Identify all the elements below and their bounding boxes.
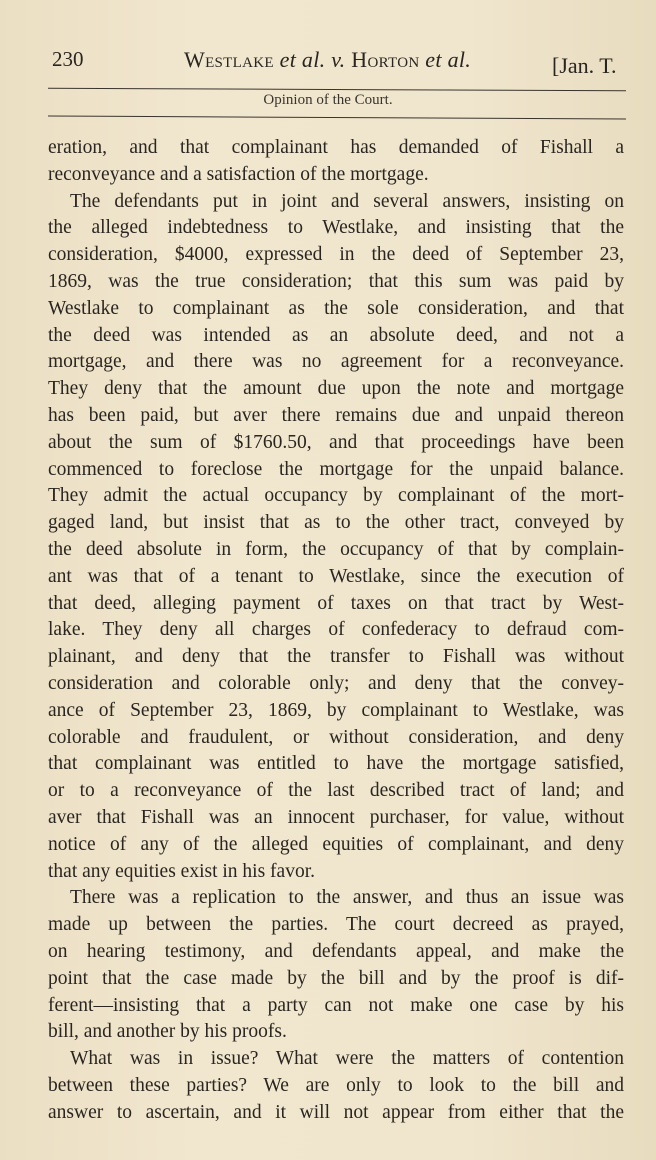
et-al: et al. bbox=[279, 47, 326, 72]
text-line: the alleged indebtedness to Westlake, and insisting that the bbox=[48, 217, 624, 239]
text-line: on hearing testimony, and defendants appeal, and make the bbox=[48, 940, 624, 962]
text-line: about the sum of $1760.50, and that proceedings have been bbox=[48, 431, 624, 453]
section-subheader: Opinion of the Court. bbox=[263, 92, 393, 108]
text-line: 1869, was the true consideration; that this sum was paid by bbox=[48, 270, 624, 292]
text-line: or to a reconveyance of the last described tract of land; and bbox=[48, 780, 624, 802]
text-line: ferent—insisting that a party can not make one case by his bbox=[48, 994, 624, 1016]
text-line: They deny that the amount due upon the note and mortgage bbox=[48, 378, 624, 400]
text-line: ance of September 23, 1869, by complainant to Westlake, was bbox=[48, 699, 624, 721]
text-line: lake. They deny all charges of confederacy to defraud com- bbox=[48, 619, 624, 641]
text-line: The defendants put in joint and several answers, insisting on bbox=[70, 190, 624, 212]
text-line: plainant, and deny that the transfer to Fishall was without bbox=[48, 646, 624, 668]
text-line: made up between the parties. The court decreed as prayed, bbox=[48, 914, 624, 936]
text-line: There was a replication to the answer, and thus an issue was bbox=[70, 887, 624, 909]
text-line: ant was that of a tenant to Westlake, since the execution of bbox=[48, 565, 624, 587]
versus: v. bbox=[331, 47, 346, 72]
text-line: point that the case made by the bill and by the proof is dif- bbox=[48, 967, 624, 989]
text-line: the deed was intended as an absolute deed, and not a bbox=[48, 324, 624, 346]
text-line: reconveyance and a satisfaction of the mortgage. bbox=[48, 163, 429, 185]
text-line: aver that Fishall was an innocent purchaser, for value, without bbox=[48, 806, 624, 828]
running-title bbox=[184, 47, 471, 73]
text-line: between these parties? We are only to look to the bill and bbox=[48, 1074, 624, 1096]
page-number: 230 bbox=[52, 47, 84, 71]
text-line: answer to ascertain, and it will not appear from either that the bbox=[48, 1101, 624, 1123]
paragraph bbox=[48, 1046, 624, 1126]
et-al: et al. bbox=[425, 47, 472, 72]
text-line: What was in issue? What were the matters of contention bbox=[70, 1048, 624, 1070]
text-line: commenced to foreclose the mortgage for the unpaid balance. bbox=[48, 458, 624, 480]
text-line: They admit the actual occupancy by complainant of the mort- bbox=[48, 485, 624, 507]
paragraph bbox=[48, 135, 624, 189]
header-rule bbox=[48, 88, 626, 92]
text-line: bill, and another by his proofs. bbox=[48, 1021, 287, 1043]
text-line: mortgage, and there was no agreement for a reconveyance. bbox=[48, 351, 624, 373]
text-line: has been paid, but aver there remains due and unpaid thereon bbox=[48, 404, 624, 426]
text-line: eration, and that complainant has demanded of Fishall a bbox=[48, 137, 624, 158]
text-line: that complainant was entitled to have the mortgage satisfied, bbox=[48, 753, 624, 775]
paragraph bbox=[48, 885, 624, 1046]
text-line: gaged land, but insist that as to the other tract, conveyed by bbox=[48, 512, 624, 534]
opinion-text bbox=[48, 135, 624, 1126]
text-line: Westlake to complainant as the sole consideration, and that bbox=[48, 297, 624, 319]
text-line: colorable and fraudulent, or without consideration, and deny bbox=[48, 726, 624, 748]
term-label: [Jan. T. bbox=[552, 53, 617, 78]
text-line: that any equities exist in his favor. bbox=[48, 860, 315, 882]
paragraph bbox=[48, 189, 624, 886]
text-line: consideration and colorable only; and deny that the convey- bbox=[48, 672, 624, 694]
text-line: consideration, $4000, expressed in the deed of September 23, bbox=[48, 244, 624, 266]
text-line: that deed, alleging payment of taxes on that tract by West- bbox=[48, 592, 624, 614]
text-line: the deed absolute in form, the occupancy of that by complain- bbox=[48, 538, 624, 560]
party-defendant: Horton bbox=[351, 47, 420, 72]
text-line: notice of any of the alleged equities of complainant, and deny bbox=[48, 833, 624, 855]
subheader-rule bbox=[48, 115, 626, 119]
party-plaintiff: Westlake bbox=[184, 47, 274, 72]
